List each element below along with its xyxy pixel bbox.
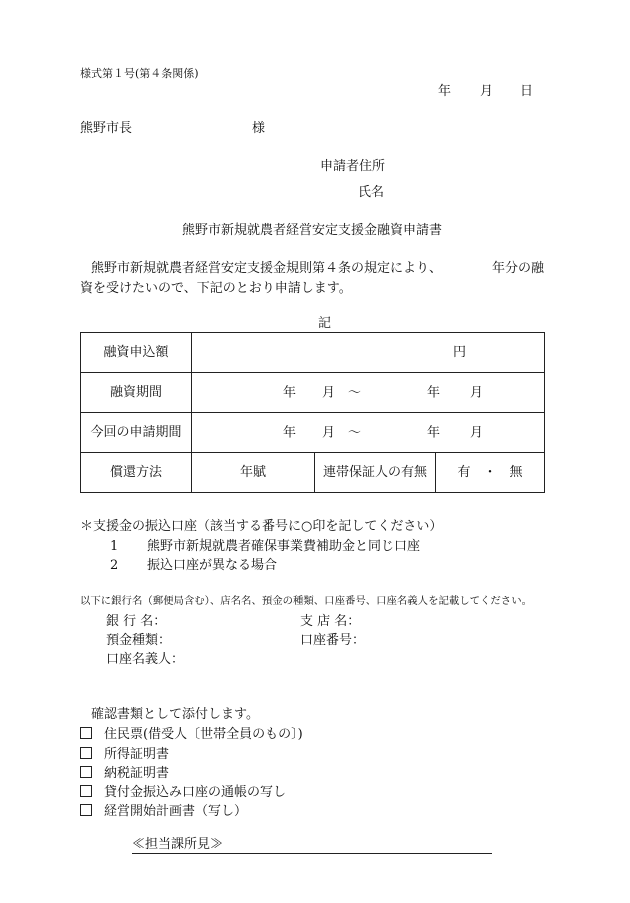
period-year: 年: [283, 385, 297, 400]
department-opinion-underline: [132, 853, 492, 854]
table-row: [81, 333, 545, 373]
ki-label: 記: [318, 316, 332, 331]
account-number-label[interactable]: 口座番号：: [300, 633, 366, 648]
guarantor-label: 連帯保証人の有無: [315, 453, 436, 493]
bank-option-2-text: 振込口座が異なる場合: [147, 558, 278, 573]
intro-line-1-tail: 年分の融: [492, 261, 545, 276]
checkbox-icon[interactable]: [80, 785, 92, 797]
current-period-label: 今回の申請期間: [81, 413, 192, 453]
bank-option-1-num[interactable]: 1: [110, 539, 119, 554]
applicant-name-label: 氏名: [358, 185, 385, 200]
bank-name-label[interactable]: 銀 行 名：: [106, 614, 167, 629]
attachment-item[interactable]: [80, 804, 247, 818]
bank-instruction: 以下に銀行名（郵便局含む）、店名名、預金の種類、口座番号、口座名義人を記載してください。: [80, 595, 532, 607]
attachment-label: 経営開始計画書（写し）: [104, 804, 248, 819]
loan-amount-yen[interactable]: 円: [192, 333, 545, 373]
deposit-type-label[interactable]: 預金種類：: [106, 633, 172, 648]
addressee: 熊野市長: [80, 121, 133, 136]
period-month: 月: [322, 385, 336, 400]
current-period-field[interactable]: [192, 413, 545, 453]
addressee-honorific: 様: [252, 121, 266, 136]
repayment-label: 償還方法: [81, 453, 192, 493]
period-month: 月: [322, 425, 336, 440]
attachment-label: 納税証明書: [104, 766, 170, 781]
loan-amount-label: 融資申込額: [81, 333, 192, 373]
table-row: [81, 413, 545, 453]
period-year: 年: [283, 425, 297, 440]
department-opinion-label: ≪担当課所見≫: [132, 837, 224, 852]
repayment-value[interactable]: 年賦: [192, 453, 315, 493]
attachment-label: 住民票(借受人〔世帯全員のもの〕): [104, 727, 303, 742]
bank-account-note: ＊支援金の振込口座（該当する番号に○印を記してください）: [80, 519, 443, 534]
guarantor-value[interactable]: 有 ・ 無: [436, 453, 545, 493]
date-year: 年: [438, 84, 452, 99]
checkbox-icon[interactable]: [80, 766, 92, 778]
bank-option-2-num[interactable]: 2: [110, 558, 119, 573]
attachment-item[interactable]: [80, 727, 303, 741]
period-year-end: 年: [427, 385, 441, 400]
attachment-label: 貸付金振込み口座の通帳の写し: [104, 785, 287, 800]
application-table: [80, 332, 545, 493]
branch-name-label[interactable]: 支 店 名：: [300, 614, 361, 629]
loan-period-field[interactable]: [192, 373, 545, 413]
intro-line-1: 熊野市新規就農者経営安定支援金規則第４条の規定により、: [91, 261, 443, 276]
attachment-label: 所得証明書: [104, 747, 170, 762]
attachments-intro: 確認書類として添付します。: [91, 707, 259, 722]
intro-line-2: 資を受けたいので、下記のとおり申請します。: [80, 281, 352, 296]
period-month-end: 月: [470, 425, 484, 440]
period-month-end: 月: [470, 385, 484, 400]
table-row: [81, 373, 545, 413]
period-tilde: ～: [348, 385, 362, 400]
table-row: [81, 453, 545, 493]
account-holder-label[interactable]: 口座名義人：: [106, 652, 185, 667]
checkbox-icon[interactable]: [80, 727, 92, 739]
attachment-item[interactable]: [80, 747, 169, 761]
bank-option-1-text: 熊野市新規就農者確保事業費補助金と同じ口座: [147, 539, 421, 554]
checkbox-icon[interactable]: [80, 747, 92, 759]
date-day: 日: [520, 84, 534, 99]
attachment-item[interactable]: [80, 785, 286, 799]
form-number: 様式第１号(第４条関係): [80, 67, 199, 80]
checkbox-icon[interactable]: [80, 804, 92, 816]
document-title: 熊野市新規就農者経営安定支援金融資申請書: [182, 223, 443, 238]
period-year-end: 年: [427, 425, 441, 440]
applicant-address-label: 申請者住所: [320, 159, 386, 174]
period-tilde: ～: [348, 425, 362, 440]
attachment-item[interactable]: [80, 766, 169, 780]
date-month: 月: [480, 84, 494, 99]
loan-period-label: 融資期間: [81, 373, 192, 413]
